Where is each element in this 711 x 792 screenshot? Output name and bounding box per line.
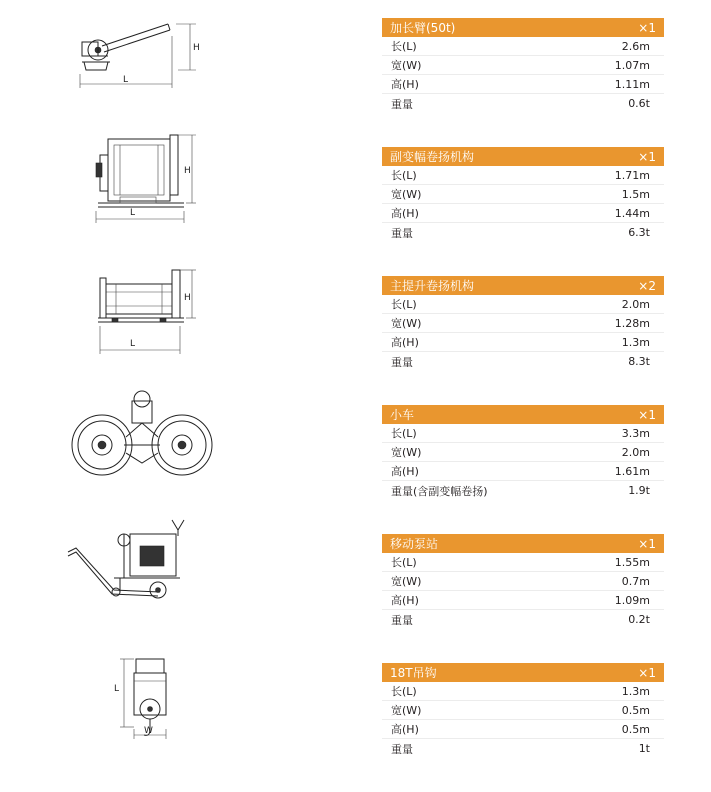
- spec-line-length: [382, 424, 664, 443]
- spec-value: 2.0m: [621, 297, 650, 311]
- spec-line-height: [382, 591, 664, 610]
- spec-line-weight: [382, 223, 664, 242]
- spec-value: 1.5m: [621, 187, 650, 201]
- spec-label: 宽(W): [391, 575, 422, 588]
- spec-header: [382, 663, 664, 682]
- spec-label: 高(H): [391, 465, 419, 478]
- spec-value: 8.3t: [628, 355, 650, 368]
- spec-value: 1.09m: [614, 593, 650, 607]
- spec-line-height: [382, 462, 664, 481]
- spec-label: 宽(W): [391, 188, 422, 201]
- spec-value: 2.6m: [621, 39, 650, 53]
- spec-value: 6.3t: [628, 226, 650, 239]
- spec-value: 0.6t: [628, 97, 650, 110]
- spec-label: 重量(含副变幅卷扬): [391, 484, 488, 498]
- spec-label: 重量: [391, 613, 413, 627]
- spec-label: 重量: [391, 97, 413, 111]
- spec-label: 重量: [391, 226, 413, 240]
- length-letter: L: [123, 75, 129, 85]
- spec-label: 宽(W): [391, 59, 422, 72]
- spec-header: [382, 18, 664, 37]
- spec-value: 2.0m: [621, 445, 650, 459]
- spec-value: 1.07m: [614, 58, 650, 72]
- item-row-pump-station: [0, 534, 711, 663]
- item-row-luffing-winch: [0, 147, 711, 276]
- spec-label: 长(L): [391, 427, 417, 440]
- item-qty: ×1: [638, 407, 656, 422]
- spec-label: 高(H): [391, 78, 419, 91]
- spec-line-width: [382, 701, 664, 720]
- spec-label: 重量: [391, 742, 413, 756]
- item-name: 18T吊钩: [390, 666, 437, 680]
- hoist-winch-drawing: [60, 284, 230, 396]
- length-letter: L: [114, 684, 120, 694]
- spec-line-height: [382, 333, 664, 352]
- hook-drawing: [60, 671, 230, 783]
- spec-value: 1.71m: [614, 168, 650, 182]
- item-row-extension-arm: [0, 18, 711, 147]
- spec-line-length: [382, 553, 664, 572]
- spec-line-weight: [382, 94, 664, 113]
- item-qty: ×1: [638, 149, 656, 164]
- item-qty: ×1: [638, 665, 656, 680]
- item-name: 副变幅卷扬机构: [390, 150, 475, 164]
- spec-header: [382, 147, 664, 166]
- length-letter: L: [130, 339, 136, 349]
- width-letter: W: [144, 726, 153, 736]
- spec-label: 长(L): [391, 40, 417, 53]
- spec-label: 宽(W): [391, 704, 422, 717]
- spec-label: 长(L): [391, 685, 417, 698]
- item-name: 移动泵站: [390, 537, 439, 551]
- spec-label: 长(L): [391, 556, 417, 569]
- spec-line-width: [382, 572, 664, 591]
- spec-value: 1.28m: [614, 316, 650, 330]
- item-row-hook: [0, 663, 711, 792]
- spec-header: [382, 405, 664, 424]
- spec-label: 高(H): [391, 594, 419, 607]
- spec-line-length: [382, 166, 664, 185]
- spec-value: 0.7m: [621, 574, 650, 588]
- spec-label: 宽(W): [391, 317, 422, 330]
- item-qty: ×2: [638, 278, 656, 293]
- spec-value: 1.44m: [614, 206, 650, 220]
- spec-line-height: [382, 720, 664, 739]
- spec-value: 3.3m: [621, 426, 650, 440]
- item-row-trolley: [0, 405, 711, 534]
- item-qty: ×1: [638, 20, 656, 35]
- luffing-winch-drawing: [60, 155, 230, 267]
- spec-line-weight: [382, 481, 664, 500]
- spec-card: [382, 405, 664, 500]
- spec-line-weight: [382, 610, 664, 629]
- spec-value: 0.2t: [628, 613, 650, 626]
- spec-card: [382, 663, 664, 758]
- item-name: 小车: [390, 408, 415, 422]
- trolley-drawing: [60, 413, 230, 525]
- spec-header: [382, 276, 664, 295]
- spec-line-length: [382, 295, 664, 314]
- spec-header: [382, 534, 664, 553]
- spec-line-width: [382, 56, 664, 75]
- spec-line-weight: [382, 739, 664, 758]
- spec-value: 1.11m: [614, 77, 650, 91]
- spec-line-width: [382, 443, 664, 462]
- spec-label: 长(L): [391, 169, 417, 182]
- height-letter: H: [193, 43, 200, 53]
- spec-card: [382, 276, 664, 371]
- spec-value: 0.5m: [621, 722, 650, 736]
- spec-value: 1.61m: [614, 464, 650, 478]
- length-letter: L: [130, 208, 136, 218]
- item-name: 加长臂(50t): [390, 21, 456, 35]
- spec-value: 1.3m: [621, 335, 650, 349]
- spec-line-length: [382, 37, 664, 56]
- spec-line-length: [382, 682, 664, 701]
- spec-label: 长(L): [391, 298, 417, 311]
- spec-line-width: [382, 314, 664, 333]
- spec-line-height: [382, 75, 664, 94]
- extension-arm-drawing: [60, 26, 230, 138]
- spec-value: 1.3m: [621, 684, 650, 698]
- height-letter: H: [184, 293, 191, 303]
- spec-label: 高(H): [391, 723, 419, 736]
- spec-value: 1.9t: [628, 484, 650, 497]
- spec-card: [382, 147, 664, 242]
- item-qty: ×1: [638, 536, 656, 551]
- spec-card: [382, 534, 664, 629]
- item-name: 主提升卷扬机构: [390, 279, 475, 293]
- spec-value: 1.55m: [614, 555, 650, 569]
- pump-station-drawing: [60, 542, 230, 654]
- spec-card: [382, 18, 664, 113]
- spec-line-height: [382, 204, 664, 223]
- spec-label: 高(H): [391, 336, 419, 349]
- spec-value: 1t: [638, 742, 650, 755]
- height-letter: H: [184, 166, 191, 176]
- spec-line-weight: [382, 352, 664, 371]
- spec-label: 宽(W): [391, 446, 422, 459]
- spec-line-width: [382, 185, 664, 204]
- spec-label: 重量: [391, 355, 413, 369]
- item-row-hoist-winch: [0, 276, 711, 405]
- spec-label: 高(H): [391, 207, 419, 220]
- spec-value: 0.5m: [621, 703, 650, 717]
